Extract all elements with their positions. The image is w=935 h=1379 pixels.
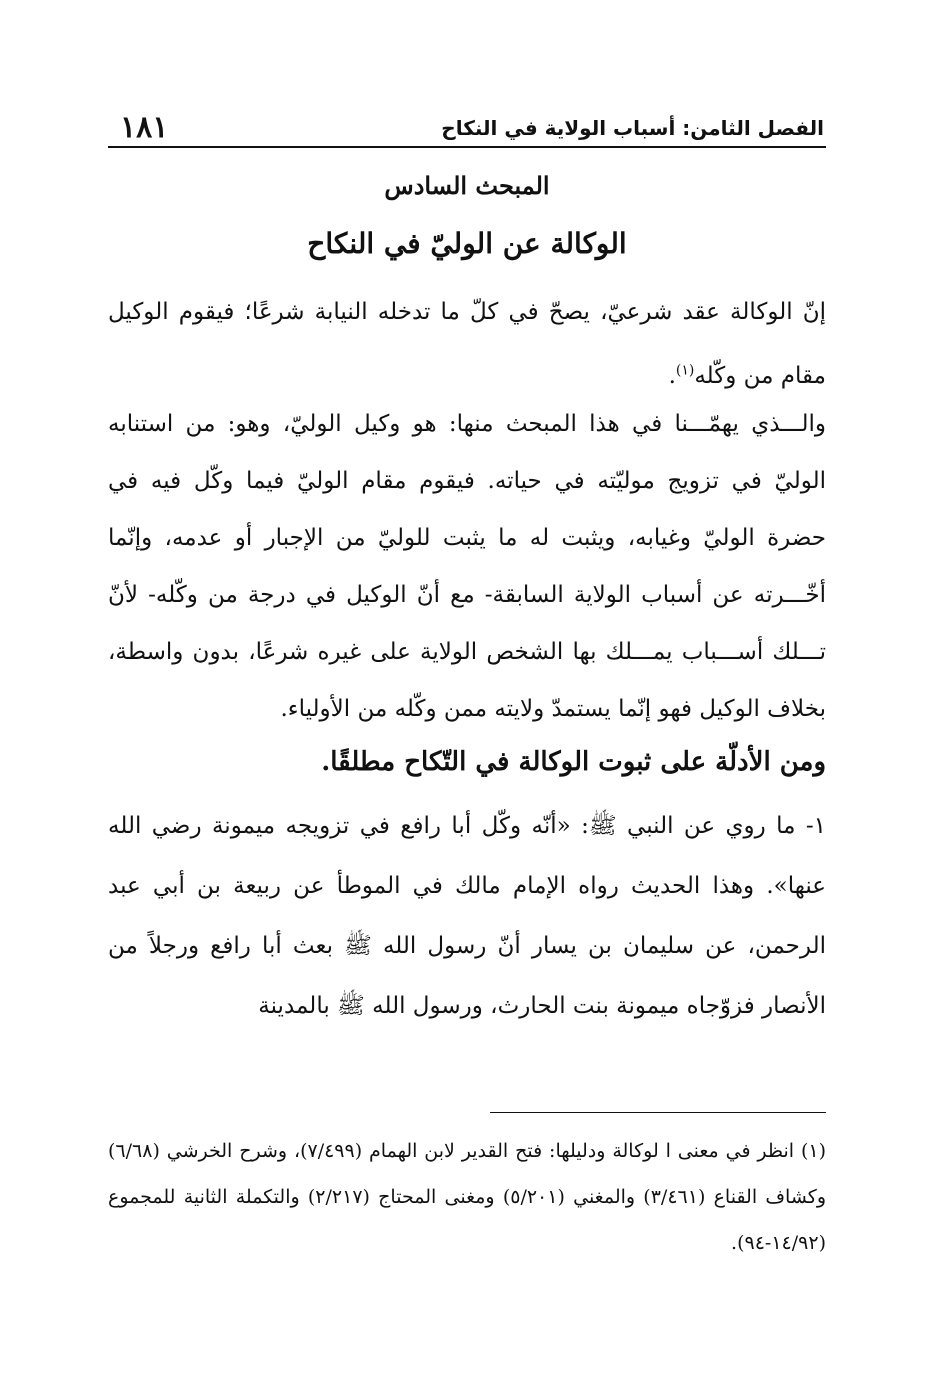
footnote-reference: (١) xyxy=(675,362,695,379)
header-divider xyxy=(108,146,826,148)
paragraph-intro-end: . xyxy=(668,363,676,389)
running-title: الفصل الثامن: أسباب الولاية في النكاح xyxy=(441,116,824,140)
paragraph-intro-text: إنّ الوكالة عقد شرعيّ، يصحّ في كلّ ما تدخله النيابة شرعًا؛ فيقوم الوكيل مقام من وكّله xyxy=(108,299,826,389)
footnote: (١) انظر في معنى ا لوكالة ودليلها: فتح القدير لابن الهمام (٧/٤٩٩)، وشرح الخرشي (٦/٦٨) وكشاف القناع (٣/٤٦١) والمغني (٥/٢٠١) ومغنى المحتاج (٢/٢١٧) والتكملة الثانية للمجموع (١٤/٩٢-٩٤). xyxy=(108,1140,827,1254)
paragraph-agent-definition: والـــذي يهمّـــنا في هذا المبحث منها: هو وكيل الوليّ، وهو: من استنابه الوليّ في تزويج موليّته في حياته. فيقوم مقام الوليّ فيما وكّل فيه في حضرة الوليّ وغيابه، ويثبت له ما يثبت للوليّ من الإجبار أو عدمه، وإنّما أخّـــرته عن أسباب الولاية السابقة- مع أنّ الوكيل في درجة من وكّله- لأنّ تـــلك أســـباب يمـــلك بها الشخص الولاية على غيره شرعًا، بدون واسطة، بخلاف الوكيل فهو إنّما يستمدّ ولايته ممن وكّله من الأولياء. xyxy=(108,411,827,722)
footnote-divider xyxy=(490,1112,826,1113)
paragraph-intro xyxy=(108,280,826,408)
section-title: الوكالة عن الوليّ في النكاح xyxy=(307,227,627,260)
section-label: المبحث السادس xyxy=(384,171,550,200)
page-header xyxy=(108,108,824,150)
evidence-subheading: ومن الأدلّة على ثبوت الوكالة في التّكاح مطلقًا. xyxy=(321,747,826,777)
paragraph-evidence-1: ١- ما روي عن النبي ﷺ: «أنّه وكّل أبا رافع في تزويجه ميمونة رضي الله عنها». وهذا الحديث رواه الإمام مالك في الموطأ عن ربيعة بن أبي عبد الرحمن، عن سليمان بن يسار أنّ رسول الله ﷺ بعث أبا رافع ورجلاً من الأنصار فزوّجاه ميمونة بنت الحارث، ورسول الله ﷺ بالمدينة xyxy=(108,813,826,1019)
page-number: ١٨١ xyxy=(120,110,169,145)
